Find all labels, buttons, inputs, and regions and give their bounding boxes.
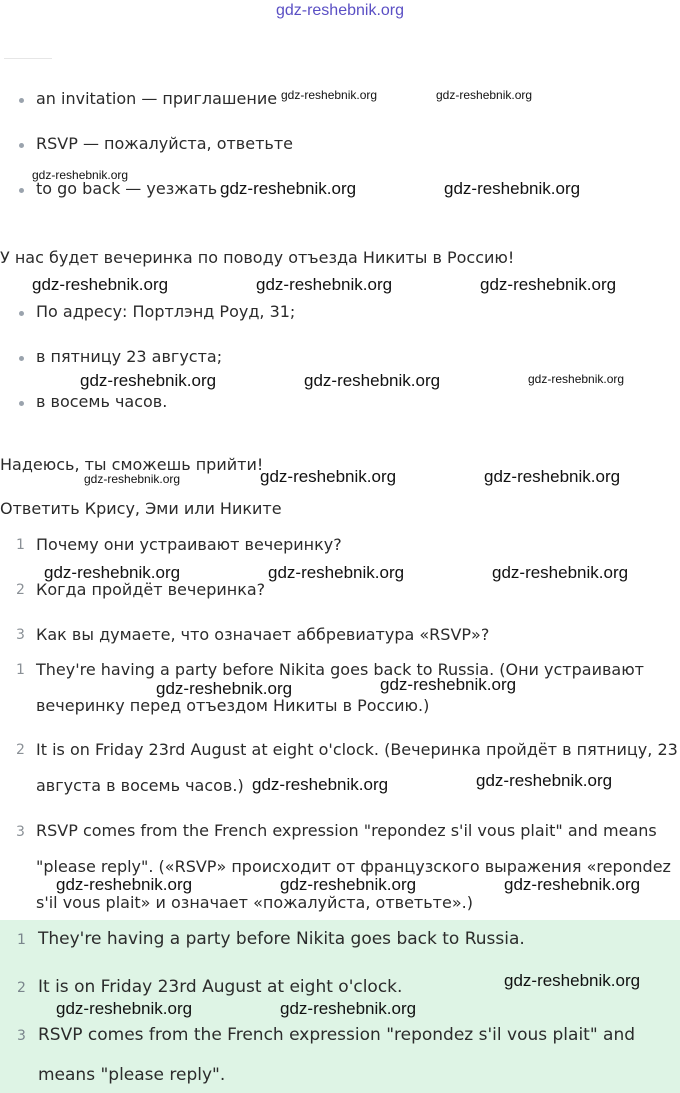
watermark-top: gdz-reshebnik.org [275, 2, 405, 19]
final-answer-text: means "please reply". [38, 1065, 226, 1085]
answer-line: вечеринку перед отъездом Никиты в Россию.) [36, 696, 430, 715]
final-answer-text: RSVP comes from the French expression "repondez s'il vous plait" and [38, 1025, 636, 1045]
invite-reply: Ответить Крису, Эми или Никите [0, 499, 282, 518]
invite-detail: в восемь часов. [36, 392, 168, 411]
final-answer-text: They're having a party before Nikita goes back to Russia. [38, 929, 525, 949]
watermark: gdz-reshebnik.org [256, 275, 393, 294]
invite-hope: Надеюсь, ты сможешь прийти! [0, 455, 264, 474]
question-number: 1 [16, 537, 25, 553]
final-answer-number: 3 [17, 1028, 26, 1044]
watermark: gdz-reshebnik.org [44, 563, 181, 582]
watermark: gdz-reshebnik.org [56, 999, 193, 1018]
watermark: gdz-reshebnik.org [304, 371, 441, 390]
watermark: gdz-reshebnik.org [504, 971, 641, 990]
watermark: gdz-reshebnik.org [380, 675, 517, 694]
answer-line: RSVP comes from the French expression "repondez s'il vous plait" and means [36, 821, 657, 840]
question-text: Как вы думаете, что означает аббревиатура «RSVP»? [36, 625, 490, 644]
watermark: gdz-reshebnik.org [492, 563, 629, 582]
question-number: 2 [16, 582, 25, 598]
answer-line: "please reply". («RSVP» происходит от французского выражения «repondez [36, 857, 671, 876]
watermark: gdz-reshebnik.org [260, 467, 397, 486]
watermark: gdz-reshebnik.org [32, 275, 169, 294]
answer-line: августа в восемь часов.) [36, 776, 244, 795]
question-text: Почему они устраивают вечеринку? [36, 535, 342, 554]
question-text: Когда пройдёт вечеринка? [36, 580, 266, 599]
vocab-item: RSVP — пожалуйста, ответьте [36, 134, 293, 153]
answer-line: s'il vous plait» и означает «пожалуйста, ответьте».) [36, 893, 473, 912]
watermark: gdz-reshebnik.org [280, 875, 417, 894]
watermark: gdz-reshebnik.org [528, 372, 625, 386]
final-answer-number: 2 [17, 980, 26, 996]
watermark: gdz-reshebnik.org [32, 168, 129, 182]
final-answer-text: It is on Friday 23rd August at eight o'clock. [38, 977, 403, 997]
answer-number: 3 [16, 824, 25, 840]
watermark: gdz-reshebnik.org [480, 275, 617, 294]
invite-heading: У нас будет вечеринка по поводу отъезда Никиты в Россию! [0, 248, 515, 267]
watermark: gdz-reshebnik.org [476, 771, 613, 790]
watermark: gdz-reshebnik.org [436, 88, 533, 102]
watermark: gdz-reshebnik.org [444, 179, 581, 198]
watermark: gdz-reshebnik.org [84, 472, 181, 486]
watermark: gdz-reshebnik.org [281, 88, 378, 102]
watermark: gdz-reshebnik.org [56, 875, 193, 894]
answer-line: They're having a party before Nikita goes back to Russia. (Они устраивают [36, 660, 644, 679]
final-answer-number: 1 [17, 932, 26, 948]
watermark: gdz-reshebnik.org [280, 999, 417, 1018]
question-number: 3 [16, 627, 25, 643]
watermark: gdz-reshebnik.org [80, 371, 217, 390]
invite-detail: По адресу: Портлэнд Роуд, 31; [36, 302, 296, 321]
answer-number: 2 [16, 742, 25, 758]
watermark: gdz-reshebnik.org [220, 179, 357, 198]
answer-line: It is on Friday 23rd August at eight o'clock. (Вечеринка пройдёт в пятницу, 23 [36, 740, 678, 759]
vocab-item: to go back — уезжать [36, 179, 218, 198]
watermark: gdz-reshebnik.org [268, 563, 405, 582]
watermark: gdz-reshebnik.org [504, 875, 641, 894]
watermark: gdz-reshebnik.org [252, 775, 389, 794]
answer-number: 1 [16, 662, 25, 678]
watermark: gdz-reshebnik.org [484, 467, 621, 486]
invite-detail: в пятницу 23 августа; [36, 347, 223, 366]
watermark: gdz-reshebnik.org [156, 679, 293, 698]
vocab-item: an invitation — приглашение [36, 89, 278, 108]
divider [4, 58, 52, 59]
